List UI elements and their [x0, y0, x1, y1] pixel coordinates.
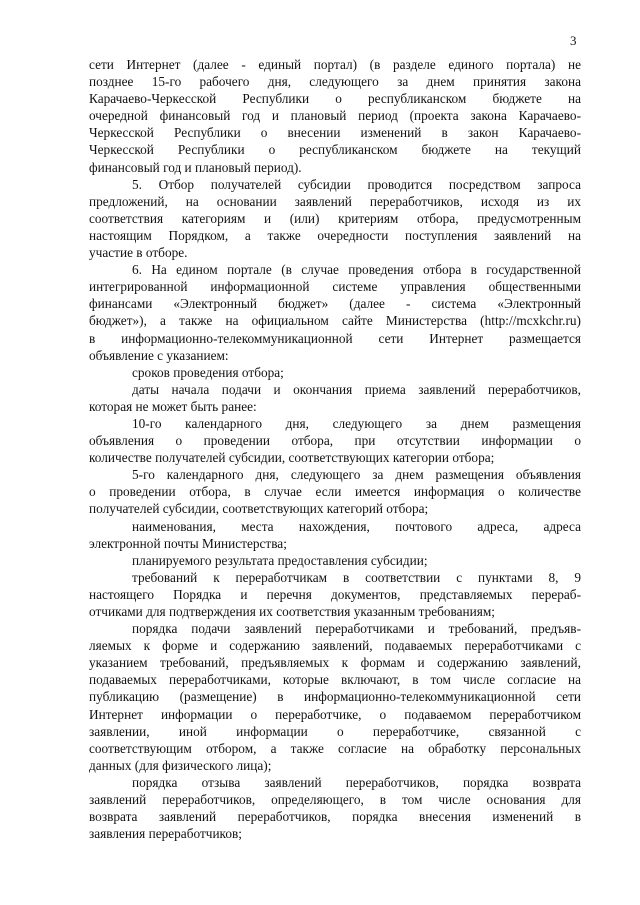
text-line: получателей субсидии, соответствующих категорий отбора; [89, 501, 429, 517]
text-line: заявлений переработчиков, определяющего, в том числе основания для [89, 792, 581, 808]
text-line: 6. На едином портале (в случае проведения отбора в государственной [132, 262, 581, 278]
text-line: публикацию (размещение) в информационно-телекоммуникационной сети [89, 689, 581, 705]
document-body [89, 56, 581, 842]
text-line: предложений, на основании заявлений переработчиков, исходя из их [89, 193, 581, 209]
text-line: финансами «Электронный бюджет» (далее - система «Электронный [89, 296, 581, 312]
text-line: Черкесской Республики о республиканском бюджете на текущий [89, 142, 581, 158]
text-line: финансовый год и плановый период). [89, 159, 302, 175]
text-line: заявления переработчиков; [89, 826, 242, 842]
text-line: требований к переработчикам в соответствии с пунктами 8, 9 [132, 569, 581, 585]
text-line: порядка подачи заявлений переработчиками и требований, предъяв- [132, 621, 581, 637]
text-line: о проведении отбора, в случае если имеется информация о количестве [89, 484, 581, 500]
text-line: позднее 15-го рабочего дня, следующего за днем принятия закона [89, 74, 581, 90]
text-line: даты начала подачи и окончания приема заявлений переработчиков, [132, 381, 581, 397]
text-line: которая не может быть ранее: [89, 398, 257, 414]
text-line: 5. Отбор получателей субсидии проводится посредством запроса [132, 176, 581, 192]
text-line: указанием требований, предъявляемых к формам и содержанию заявлений, [89, 655, 581, 671]
text-line: 5-го календарного дня, следующего за днем размещения объявления [132, 467, 581, 483]
text-line: количестве получателей субсидии, соответствующих категории отбора; [89, 450, 495, 466]
text-line: настоящего Порядка и перечня документов, представляемых перераб- [89, 586, 581, 602]
text-line: наименования, места нахождения, почтового адреса, адреса [132, 518, 581, 534]
text-line: настоящим Порядком, а также очередности поступления заявлений на [89, 227, 581, 243]
text-line: Черкесской Республики о внесении изменений в закон Карачаево- [89, 125, 581, 141]
text-line: возврата заявлений переработчиков, порядка внесения изменений в [89, 809, 581, 825]
text-line: сети Интернет (далее - единый портал) (в разделе единого портала) не [89, 57, 581, 72]
text-line: ляемых к форме и содержанию заявлений, подаваемых переработчиками с [89, 638, 581, 654]
text-line: данных (для физического лица); [89, 757, 272, 773]
text-line: отчиками для подтверждения их соответствия указанным требованиям; [89, 604, 495, 619]
text-line: интегрированной информационной системе управления общественными [89, 279, 581, 295]
text-line: сроков проведения отбора; [132, 364, 284, 380]
text-line: 10-го календарного дня, следующего за днем размещения [132, 415, 581, 431]
text-line: участие в отборе. [89, 245, 188, 261]
text-line: бюджет»), а также на официальном сайте Министерства (http://mcxkchr.ru) [89, 313, 581, 329]
page-number: 3 [570, 33, 577, 48]
text-line: очередной финансовый год и плановый период (проекта закона Карачаево- [89, 108, 581, 124]
text-line: объявления о проведении отбора, при отсутствии информации о [89, 433, 581, 449]
text-line: планируемого результата предоставления субсидии; [132, 552, 428, 568]
text-line: Интернет информации о переработчике, о подаваемом переработчиком [89, 706, 581, 722]
text-line: порядка отзыва заявлений переработчиков, порядка возврата [132, 774, 581, 790]
text-line: электронной почты Министерства; [89, 535, 287, 551]
text-line: заявлении, иной информации о переработчике, связанной с [89, 723, 581, 739]
text-line: в информационно-телекоммуникационной сети Интернет размещается [89, 330, 581, 346]
text-line: Карачаево-Черкесской Республики о республиканском бюджете на [89, 91, 581, 107]
text-line: подаваемых переработчиками, которые включают, в том числе согласие на [89, 672, 581, 688]
text-line: соответствующим отбором, а также согласие на обработку персональных [89, 740, 581, 756]
text-line: соответствия категориям и (или) критериям отбора, предусмотренным [89, 210, 581, 226]
text-line: объявление с указанием: [89, 347, 229, 363]
